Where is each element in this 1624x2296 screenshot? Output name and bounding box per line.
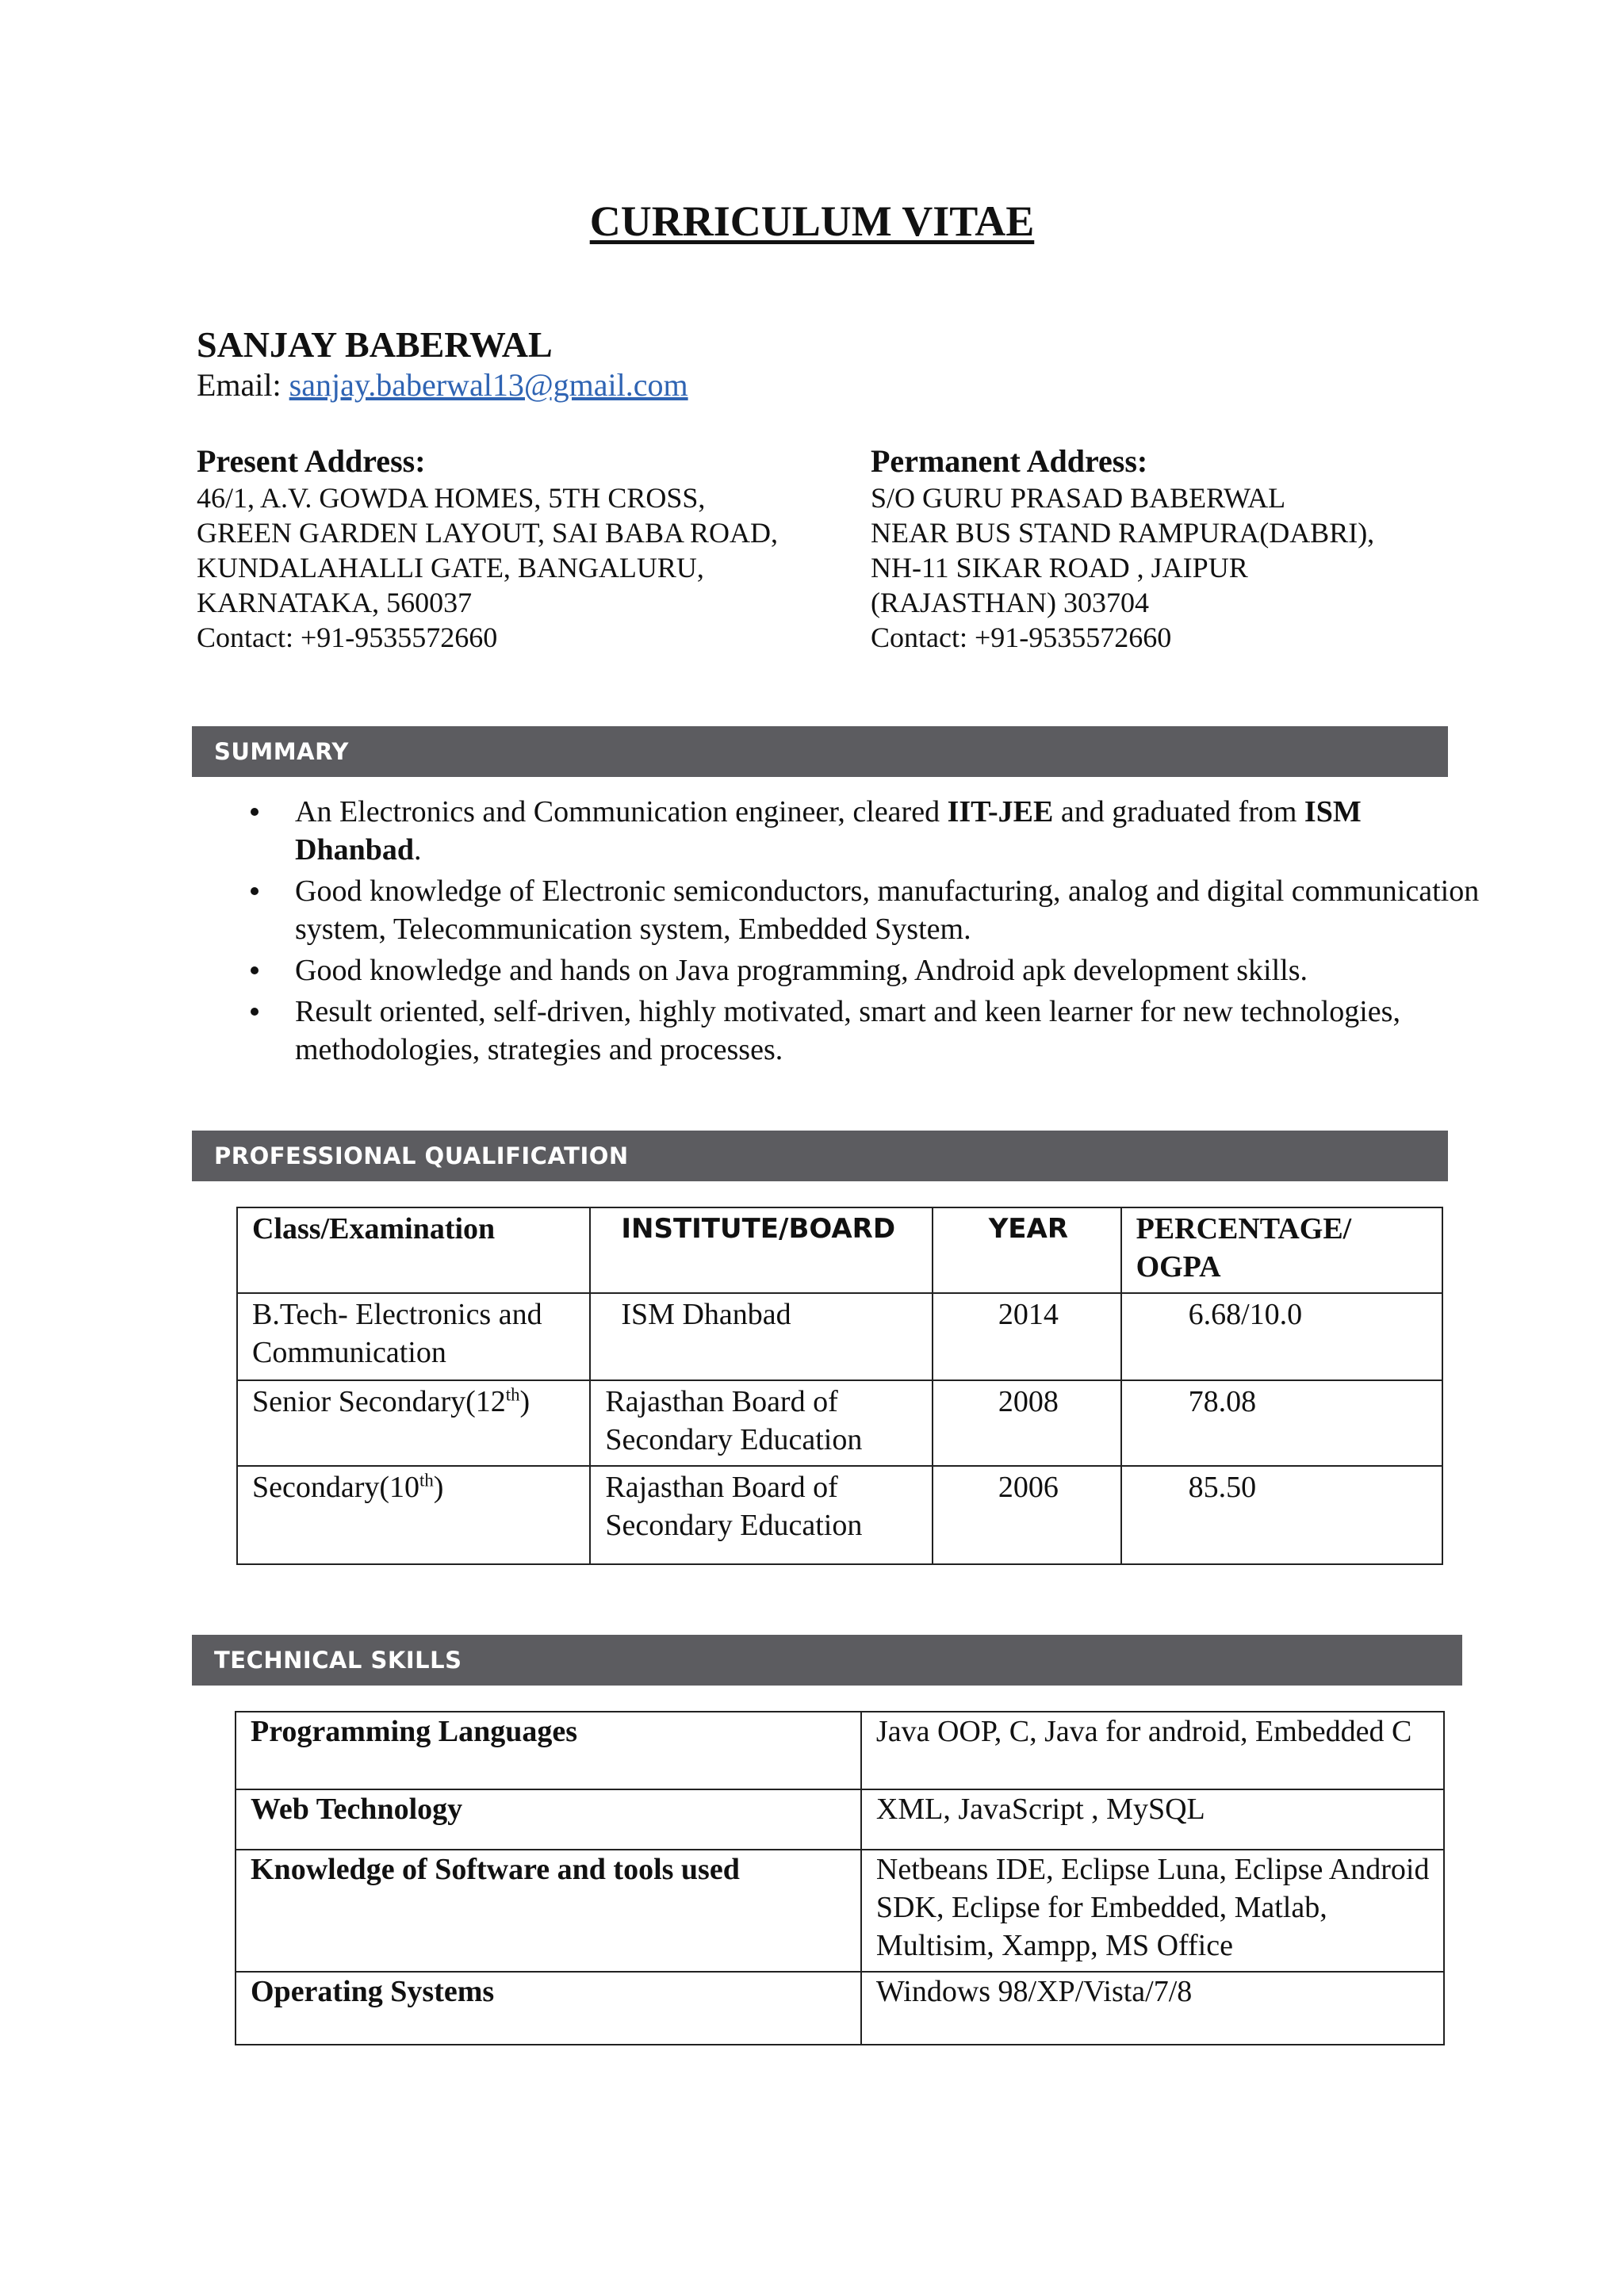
skills-table [235, 1711, 1445, 2045]
permanent-address-line: (RAJASTHAN) 303704 [871, 587, 1149, 618]
skill-value: Netbeans IDE, Eclipse Luna, Eclipse Android SDK, Eclipse for Embedded, Matlab, Multisim, Xampp, MS Office [861, 1850, 1444, 1972]
permanent-address-heading: Permanent Address: [871, 443, 1148, 479]
present-contact: Contact: +91-9535572660 [197, 622, 498, 653]
table-row [236, 1850, 1444, 1972]
score-cell: 78.08 [1121, 1380, 1442, 1466]
table-header-row [237, 1207, 1442, 1293]
exam-cell: B.Tech- Electronics and Communication [237, 1293, 590, 1380]
exam-cell: Senior Secondary(12th) [237, 1380, 590, 1466]
present-address-line: GREEN GARDEN LAYOUT, SAI BABA ROAD, [197, 517, 779, 549]
header-institute-board: INSTITUTE/BOARD [590, 1207, 933, 1293]
summary-heading: SUMMARY [192, 726, 1448, 777]
table-row [236, 1712, 1444, 1789]
permanent-address-line: NH-11 SIKAR ROAD , JAIPUR [871, 552, 1248, 584]
present-address [197, 442, 831, 655]
skill-value: Windows 98/XP/Vista/7/8 [861, 1972, 1444, 2045]
table-row [237, 1380, 1442, 1466]
year-cell: 2014 [933, 1293, 1120, 1380]
email-label: Email: [197, 367, 282, 403]
skill-category: Web Technology [236, 1789, 861, 1850]
summary-item: Good knowledge and hands on Java programming, Android apk development skills. [246, 951, 1483, 989]
table-row [236, 1972, 1444, 2045]
exam-cell: Secondary(10th) [237, 1466, 590, 1564]
summary-item: Result oriented, self-driven, highly motivated, smart and keen learner for new technologies, methodologies, strategies and processes. [246, 993, 1483, 1069]
permanent-address-line: NEAR BUS STAND RAMPURA(DABRI), [871, 517, 1375, 549]
header-percentage: PERCENTAGE/ OGPA [1121, 1207, 1442, 1293]
candidate-name: SANJAY BABERWAL [197, 324, 553, 365]
present-address-heading: Present Address: [197, 443, 426, 479]
header-class-examination: Class/Examination [237, 1207, 590, 1293]
permanent-address [871, 442, 1568, 655]
present-address-line: KARNATAKA, 560037 [197, 587, 473, 618]
summary-list [246, 793, 1483, 1072]
summary-item: An Electronics and Communication engineer, cleared IIT-JEE and graduated from ISM Dhanbad. [246, 793, 1483, 869]
present-address-line: KUNDALAHALLI GATE, BANGALURU, [197, 552, 704, 584]
present-address-line: 46/1, A.V. GOWDA HOMES, 5TH CROSS, [197, 482, 706, 514]
institute-cell: Rajasthan Board of Secondary Education [590, 1466, 933, 1564]
permanent-address-line: S/O GURU PRASAD BABERWAL [871, 482, 1286, 514]
permanent-contact: Contact: +91-9535572660 [871, 622, 1172, 653]
header-year: YEAR [933, 1207, 1120, 1293]
table-row [237, 1293, 1442, 1380]
skill-value: XML, JavaScript , MySQL [861, 1789, 1444, 1850]
skill-category: Knowledge of Software and tools used [236, 1850, 861, 1972]
institute-cell: ISM Dhanbad [590, 1293, 933, 1380]
score-cell: 85.50 [1121, 1466, 1442, 1564]
table-row [236, 1789, 1444, 1850]
technical-skills-heading: TECHNICAL SKILLS [192, 1635, 1462, 1686]
qualification-table [236, 1207, 1443, 1565]
skill-value: Java OOP, C, Java for android, Embedded C [861, 1712, 1444, 1789]
table-row [237, 1466, 1442, 1564]
score-cell: 6.68/10.0 [1121, 1293, 1442, 1380]
document-title: CURRICULUM VITAE [589, 197, 1035, 245]
skill-category: Programming Languages [236, 1712, 861, 1789]
email-line [197, 366, 688, 404]
email-link[interactable]: sanjay.baberwal13@gmail.com [289, 367, 688, 403]
year-cell: 2008 [933, 1380, 1120, 1466]
skill-category: Operating Systems [236, 1972, 861, 2045]
summary-item: Good knowledge of Electronic semiconductors, manufacturing, analog and digital communication system, Telecommunication system, Embedded System. [246, 872, 1483, 948]
institute-cell: Rajasthan Board of Secondary Education [590, 1380, 933, 1466]
year-cell: 2006 [933, 1466, 1120, 1564]
professional-qualification-heading: PROFESSIONAL QUALIFICATION [192, 1131, 1448, 1181]
